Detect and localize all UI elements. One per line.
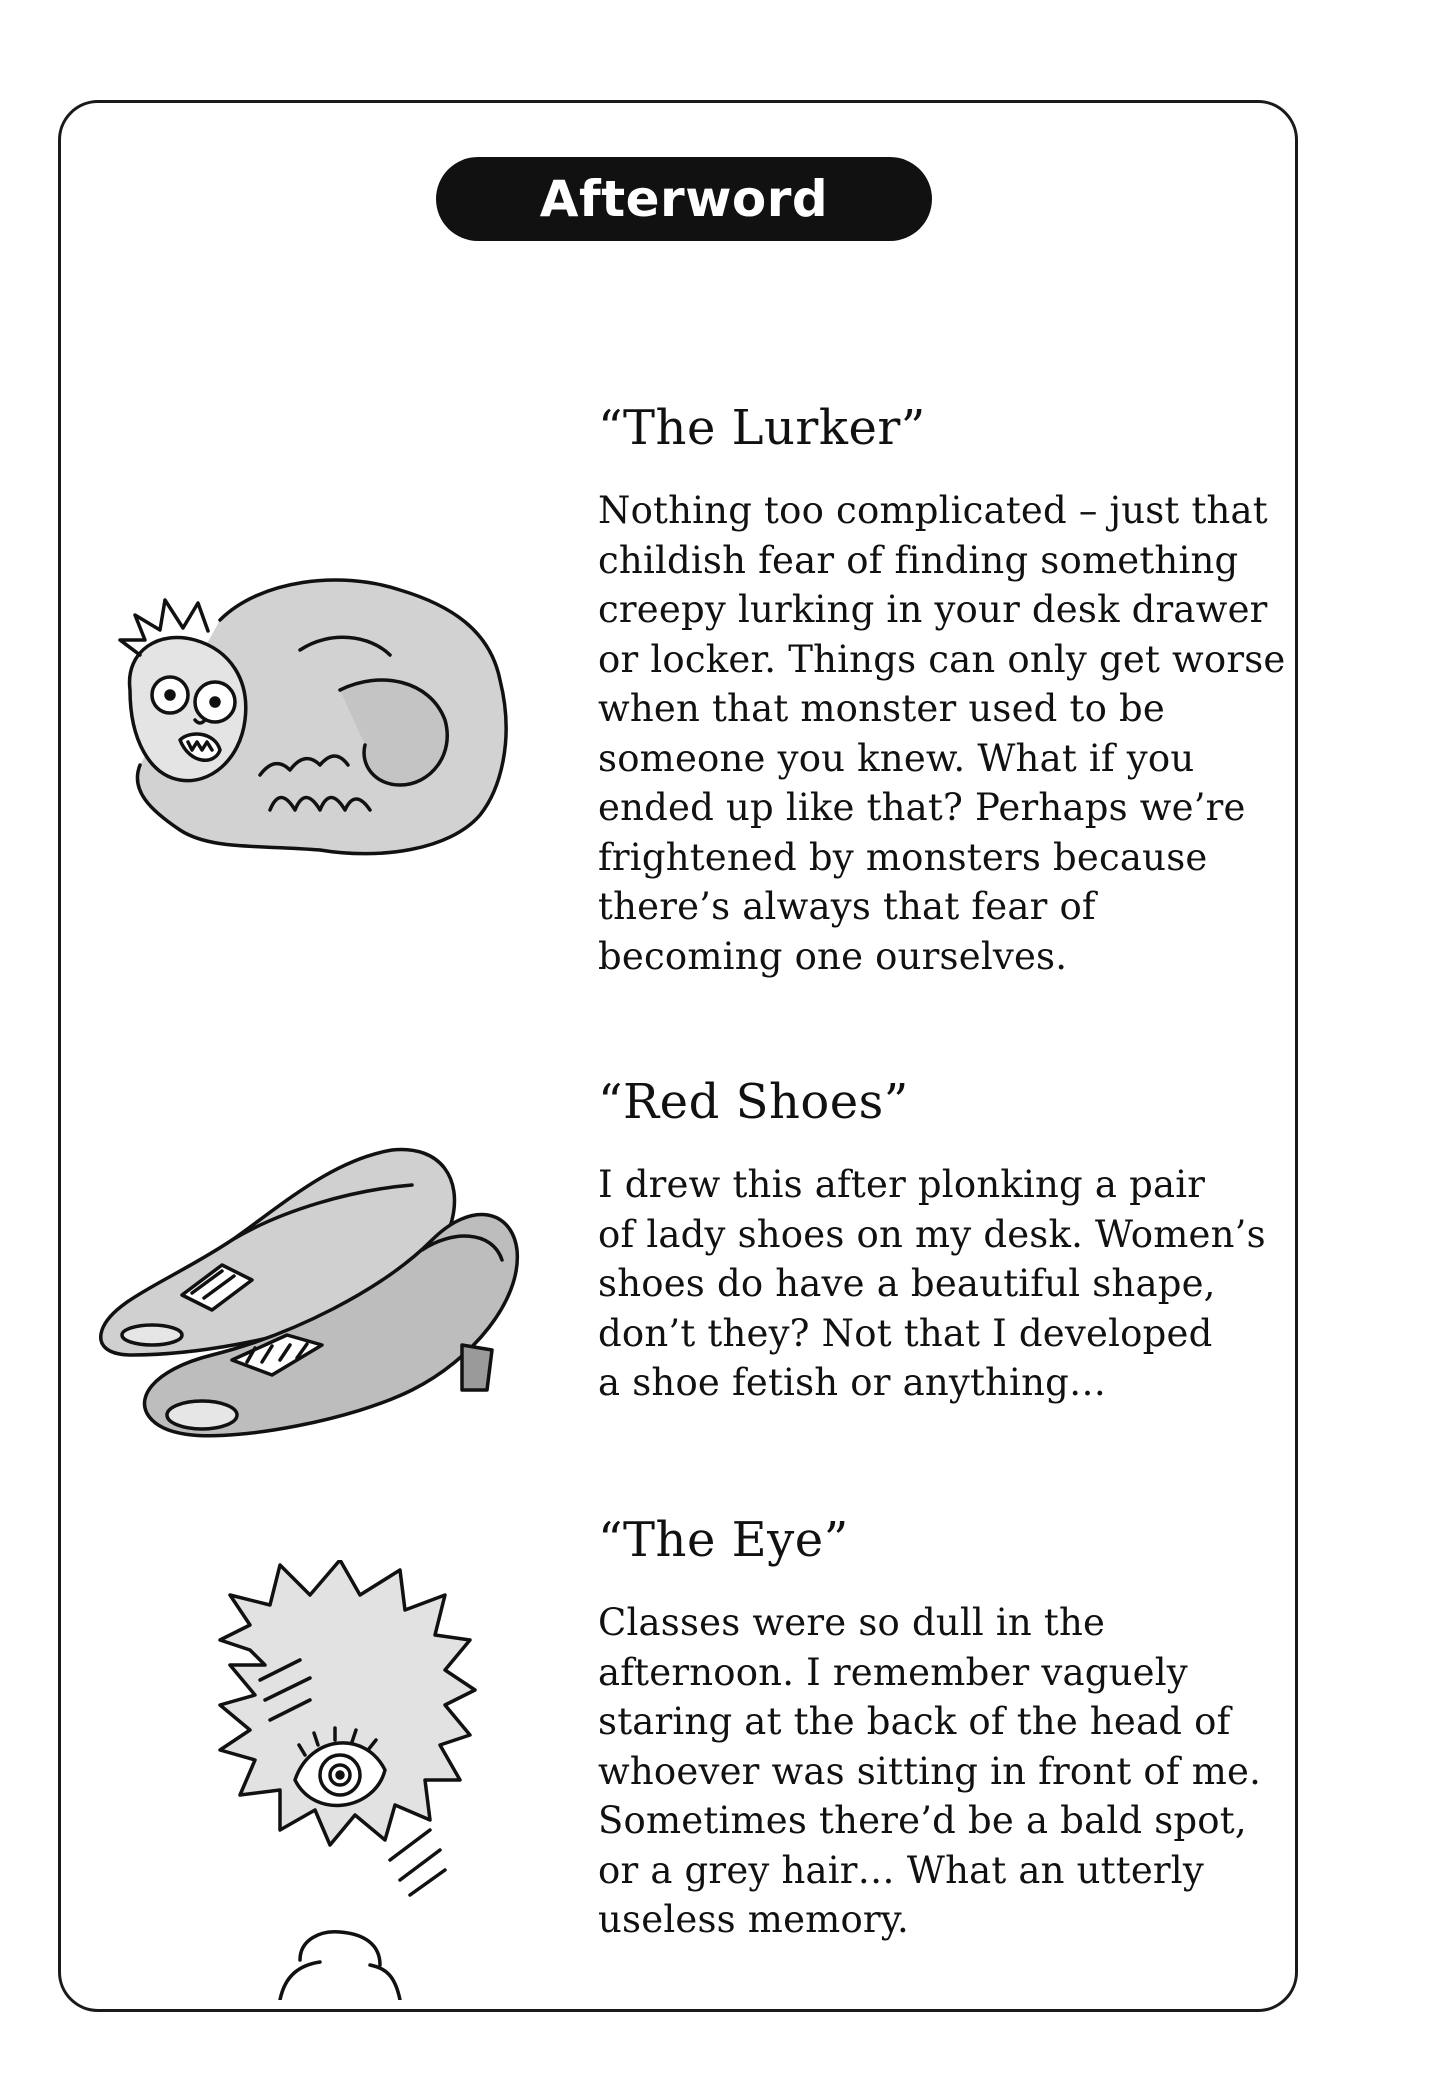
section-the-eye (598, 1510, 1278, 1945)
section-heading: “Red Shoes” (598, 1074, 909, 1130)
body-line: of lady shoes on my desk. Women’s (598, 1212, 1266, 1256)
body-line: Sometimes there’d be a bald spot, (598, 1799, 1247, 1842)
body-line: staring at the back of the head of (598, 1700, 1231, 1743)
section-body (598, 486, 1286, 981)
body-line: shoes do have a beautiful shape, (598, 1262, 1216, 1305)
body-line: ended up like that? Perhaps we’re (598, 786, 1246, 829)
body-line: or locker. Things can only get worse (598, 637, 1286, 681)
body-line: Nothing too complicated – just that (598, 489, 1268, 532)
body-line: whoever was sitting in front of me. (598, 1749, 1262, 1793)
lurker-illustration (100, 560, 520, 870)
body-line: childish fear of finding something (598, 538, 1239, 582)
afterword-title-badge (436, 157, 932, 241)
body-line: useless memory. (598, 1898, 909, 1941)
body-line: Classes were so dull in the (598, 1601, 1106, 1644)
body-line: a shoe fetish or anything… (598, 1361, 1107, 1404)
body-line: afternoon. I remember vaguely (598, 1650, 1188, 1694)
body-line: someone you knew. What if you (598, 736, 1195, 780)
body-line: there’s always that fear of (598, 885, 1096, 928)
section-body (598, 1598, 1278, 1945)
section-red-shoes (598, 1072, 1278, 1408)
section-body (598, 1160, 1278, 1408)
body-line: becoming one ourselves. (598, 934, 1068, 978)
eye-head-illustration (190, 1560, 560, 2000)
red-shoes-illustration (92, 1130, 562, 1450)
body-line: I drew this after plonking a pair (598, 1163, 1206, 1206)
page-title: Afterword (539, 170, 829, 228)
body-line: creepy lurking in your desk drawer (598, 588, 1268, 631)
section-heading: “The Eye” (598, 1512, 849, 1568)
section-heading: “The Lurker” (598, 400, 926, 456)
body-line: frightened by monsters because (598, 835, 1208, 879)
section-the-lurker (598, 398, 1286, 981)
body-line: when that monster used to be (598, 687, 1166, 730)
body-line: or a grey hair… What an utterly (598, 1848, 1204, 1892)
body-line: don’t they? Not that I developed (598, 1311, 1213, 1355)
